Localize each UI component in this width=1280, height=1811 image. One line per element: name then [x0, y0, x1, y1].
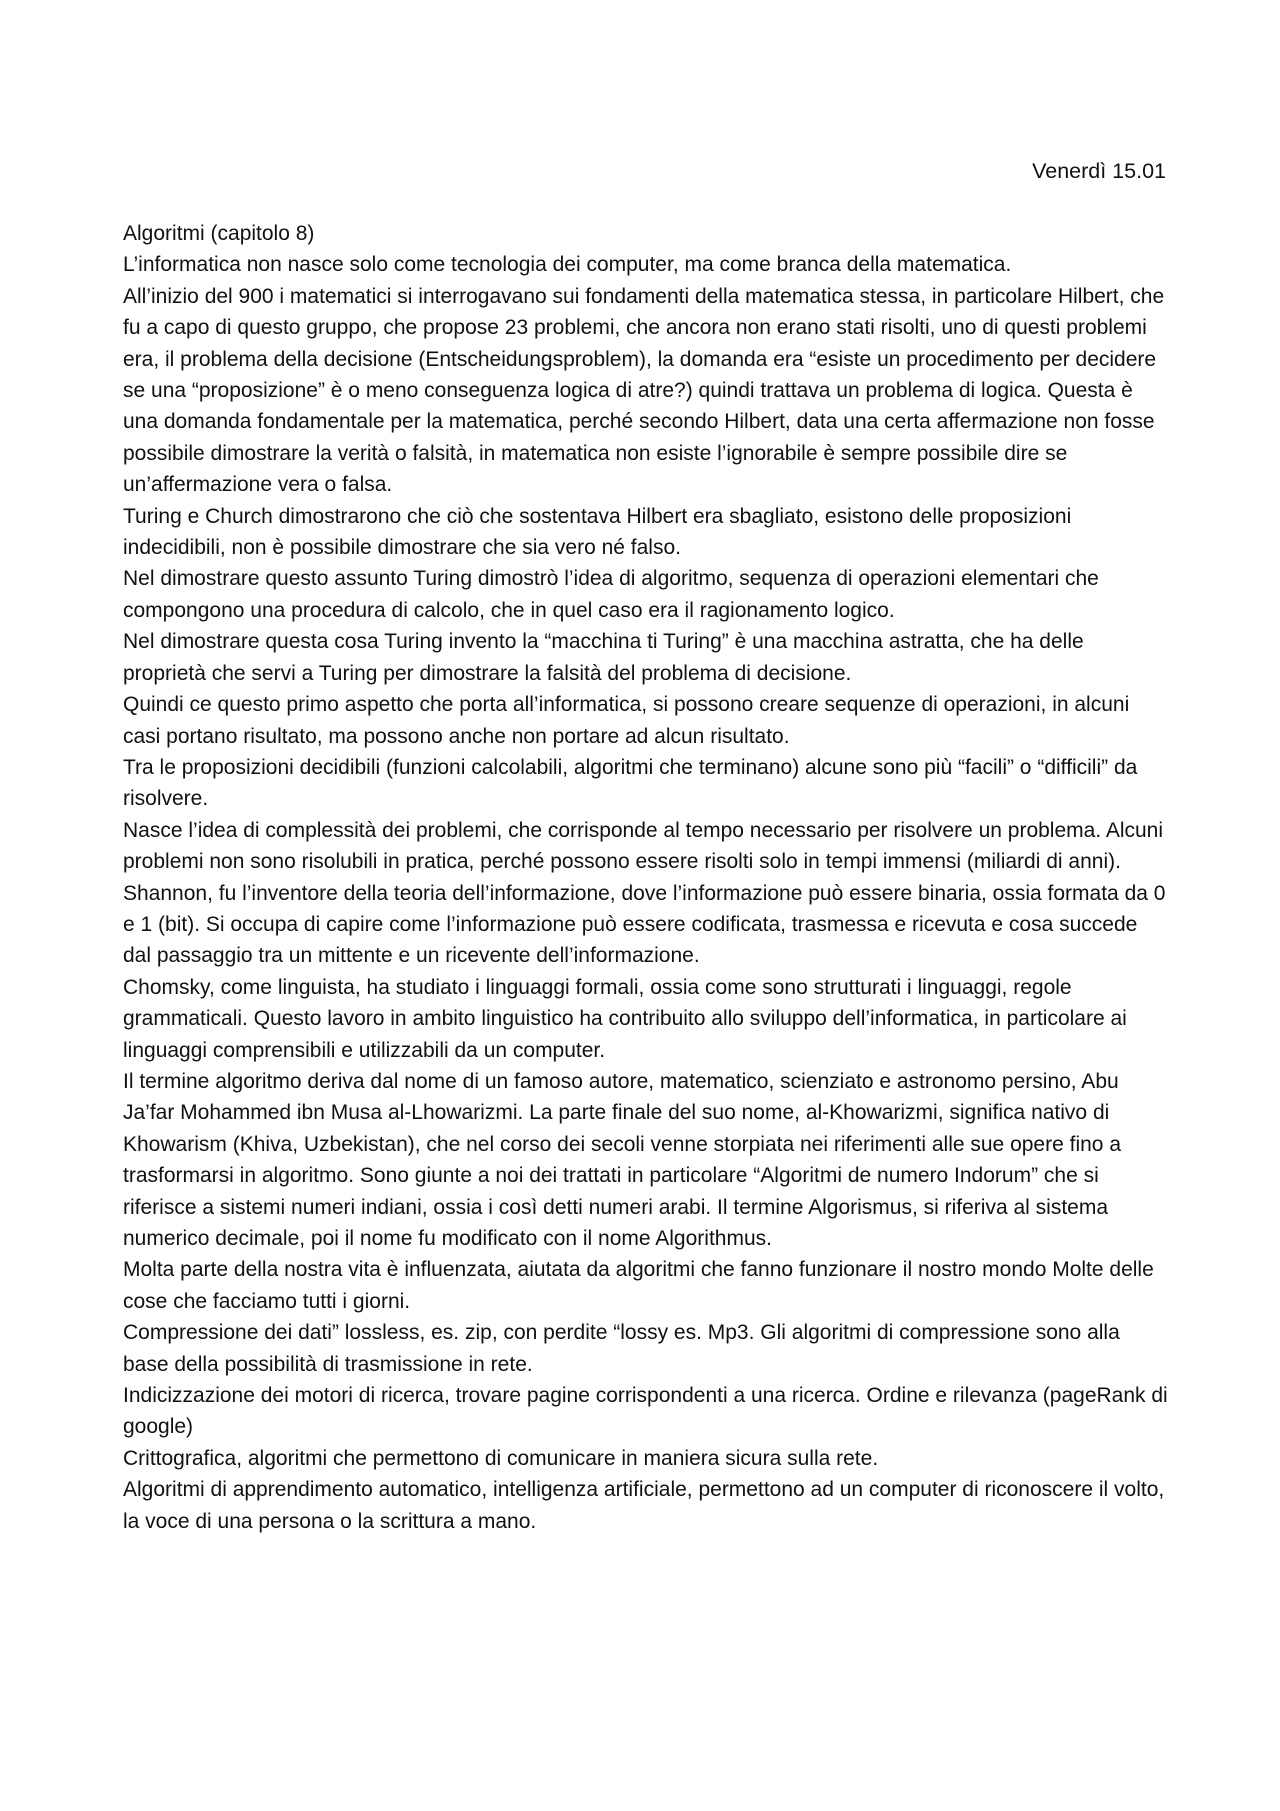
paragraph: Turing e Church dimostrarono che ciò che sostentava Hilbert era sbagliato, esistono delle proposizioni indecidibili, non è possibile dimostrare che sia vero né falso.	[123, 504, 1072, 560]
document-title: Algoritmi (capitolo 8)	[123, 222, 315, 245]
paragraph: Molta parte della nostra vita è influenzata, aiutata da algoritmi che fanno funzionare il nostro mondo Molte delle cose che facciamo tutti i giorni.	[123, 1258, 1154, 1313]
paragraph: Quindi ce questo primo aspetto che porta all’informatica, si possono creare sequenze di operazioni, in alcuni casi portano risultato, ma possono anche non portare ad alcun risultato.	[123, 693, 1130, 748]
paragraph: All’inizio del 900 i matematici si interrogavano sui fondamenti della matematica stessa, in particolare Hilbert, che fu a capo di questo gruppo, che propose 23 problemi, che ancora non erano stati risolti, uno di questi problemi era, il problema della decisione (Entscheidungsproblem), la domanda era “esiste un procedimento per decidere se una “proposizione” è o meno conseguenza logica di atre?) quindi trattava un problema di logica. Questa è una domanda fondamentale per la matematica, perché secondo Hilbert, data una certa affermazione non fosse possibile dimostrare la verità o falsità, in matematica non esiste l’ignorabile è sempre possibile dire se un’affermazione vera o falsa.	[123, 284, 1165, 497]
paragraph: L’informatica non nasce solo come tecnologia dei computer, ma come branca della matematica.	[123, 253, 1012, 277]
document-date: Venerdì 15.01	[1032, 159, 1166, 183]
paragraph: Crittografica, algoritmi che permettono di comunicare in maniera sicura sulla rete.	[123, 1446, 879, 1470]
paragraph: Compressione dei dati” lossless, es. zip, con perdite “lossy es. Mp3. Gli algoritmi di compressione sono alla base della possibilità di trasmissione in rete.	[123, 1321, 1120, 1376]
paragraph: Tra le proposizioni decidibili (funzioni calcolabili, algoritmi che terminano) alcune sono più “facili” o “difficili” da risolvere.	[123, 755, 1138, 811]
paragraph: Indicizzazione dei motori di ricerca, trovare pagine corrispondenti a una ricerca. Ordine e rilevanza (pageRank di google)	[123, 1384, 1168, 1439]
paragraph: Nasce l’idea di complessità dei problemi, che corrisponde al tempo necessario per risolvere un problema. Alcuni problemi non sono risolubili in pratica, perché possono essere risolti solo in tempi immensi (miliardi di anni).	[123, 818, 1164, 874]
paragraph: Algoritmi di apprendimento automatico, intelligenza artificiale, permettono ad un computer di riconoscere il volto, la voce di una persona o la scrittura a mano.	[123, 1478, 1165, 1533]
paragraph: Nel dimostrare questo assunto Turing dimostrò l’idea di algoritmo, sequenza di operazioni elementari che compongono una procedura di calcolo, che in quel caso era il ragionamento logico.	[123, 567, 1099, 622]
paragraph: Il termine algoritmo deriva dal nome di un famoso autore, matematico, scienziato e astronomo persino, Abu Ja’far Mohammed ibn Musa al-Lhowarizmi. La parte finale del suo nome, al-Khowarizmi, significa nativo di Khowarism (Khiva, Uzbekistan), che nel corso dei secoli venne storpiata nei riferimenti alle sue opere fino a trasformarsi in algoritmo. Sono giunte a noi dei trattati in particolare “Algoritmi de numero Indorum” che si riferisce a sistemi numeri indiani, ossia i così detti numeri arabi. Il termine Algorismus, si riferiva al sistema numerico decimale, poi il nome fu modificato con il nome Algorithmus.	[123, 1069, 1121, 1250]
paragraph: Chomsky, come linguista, ha studiato i linguaggi formali, ossia come sono strutturati i linguaggi, regole grammaticali. Questo lavoro in ambito linguistico ha contribuito allo sviluppo dell’informatica, in particolare ai linguaggi comprensibili e utilizzabili da un computer.	[123, 975, 1127, 1062]
paragraph: Shannon, fu l’inventore della teoria dell’informazione, dove l’informazione può essere binaria, ossia formata da 0 e 1 (bit). Si occupa di capire come l’informazione può essere codificata, trasmessa e ricevuta e cosa succede dal passaggio tra un mittente e un ricevente dell’informazione.	[123, 881, 1166, 968]
document-body	[123, 218, 1168, 1537]
paragraph: Nel dimostrare questa cosa Turing invento la “macchina ti Turing” è una macchina astratta, che ha delle proprietà che servi a Turing per dimostrare la falsità del problema di decisione.	[123, 630, 1084, 685]
